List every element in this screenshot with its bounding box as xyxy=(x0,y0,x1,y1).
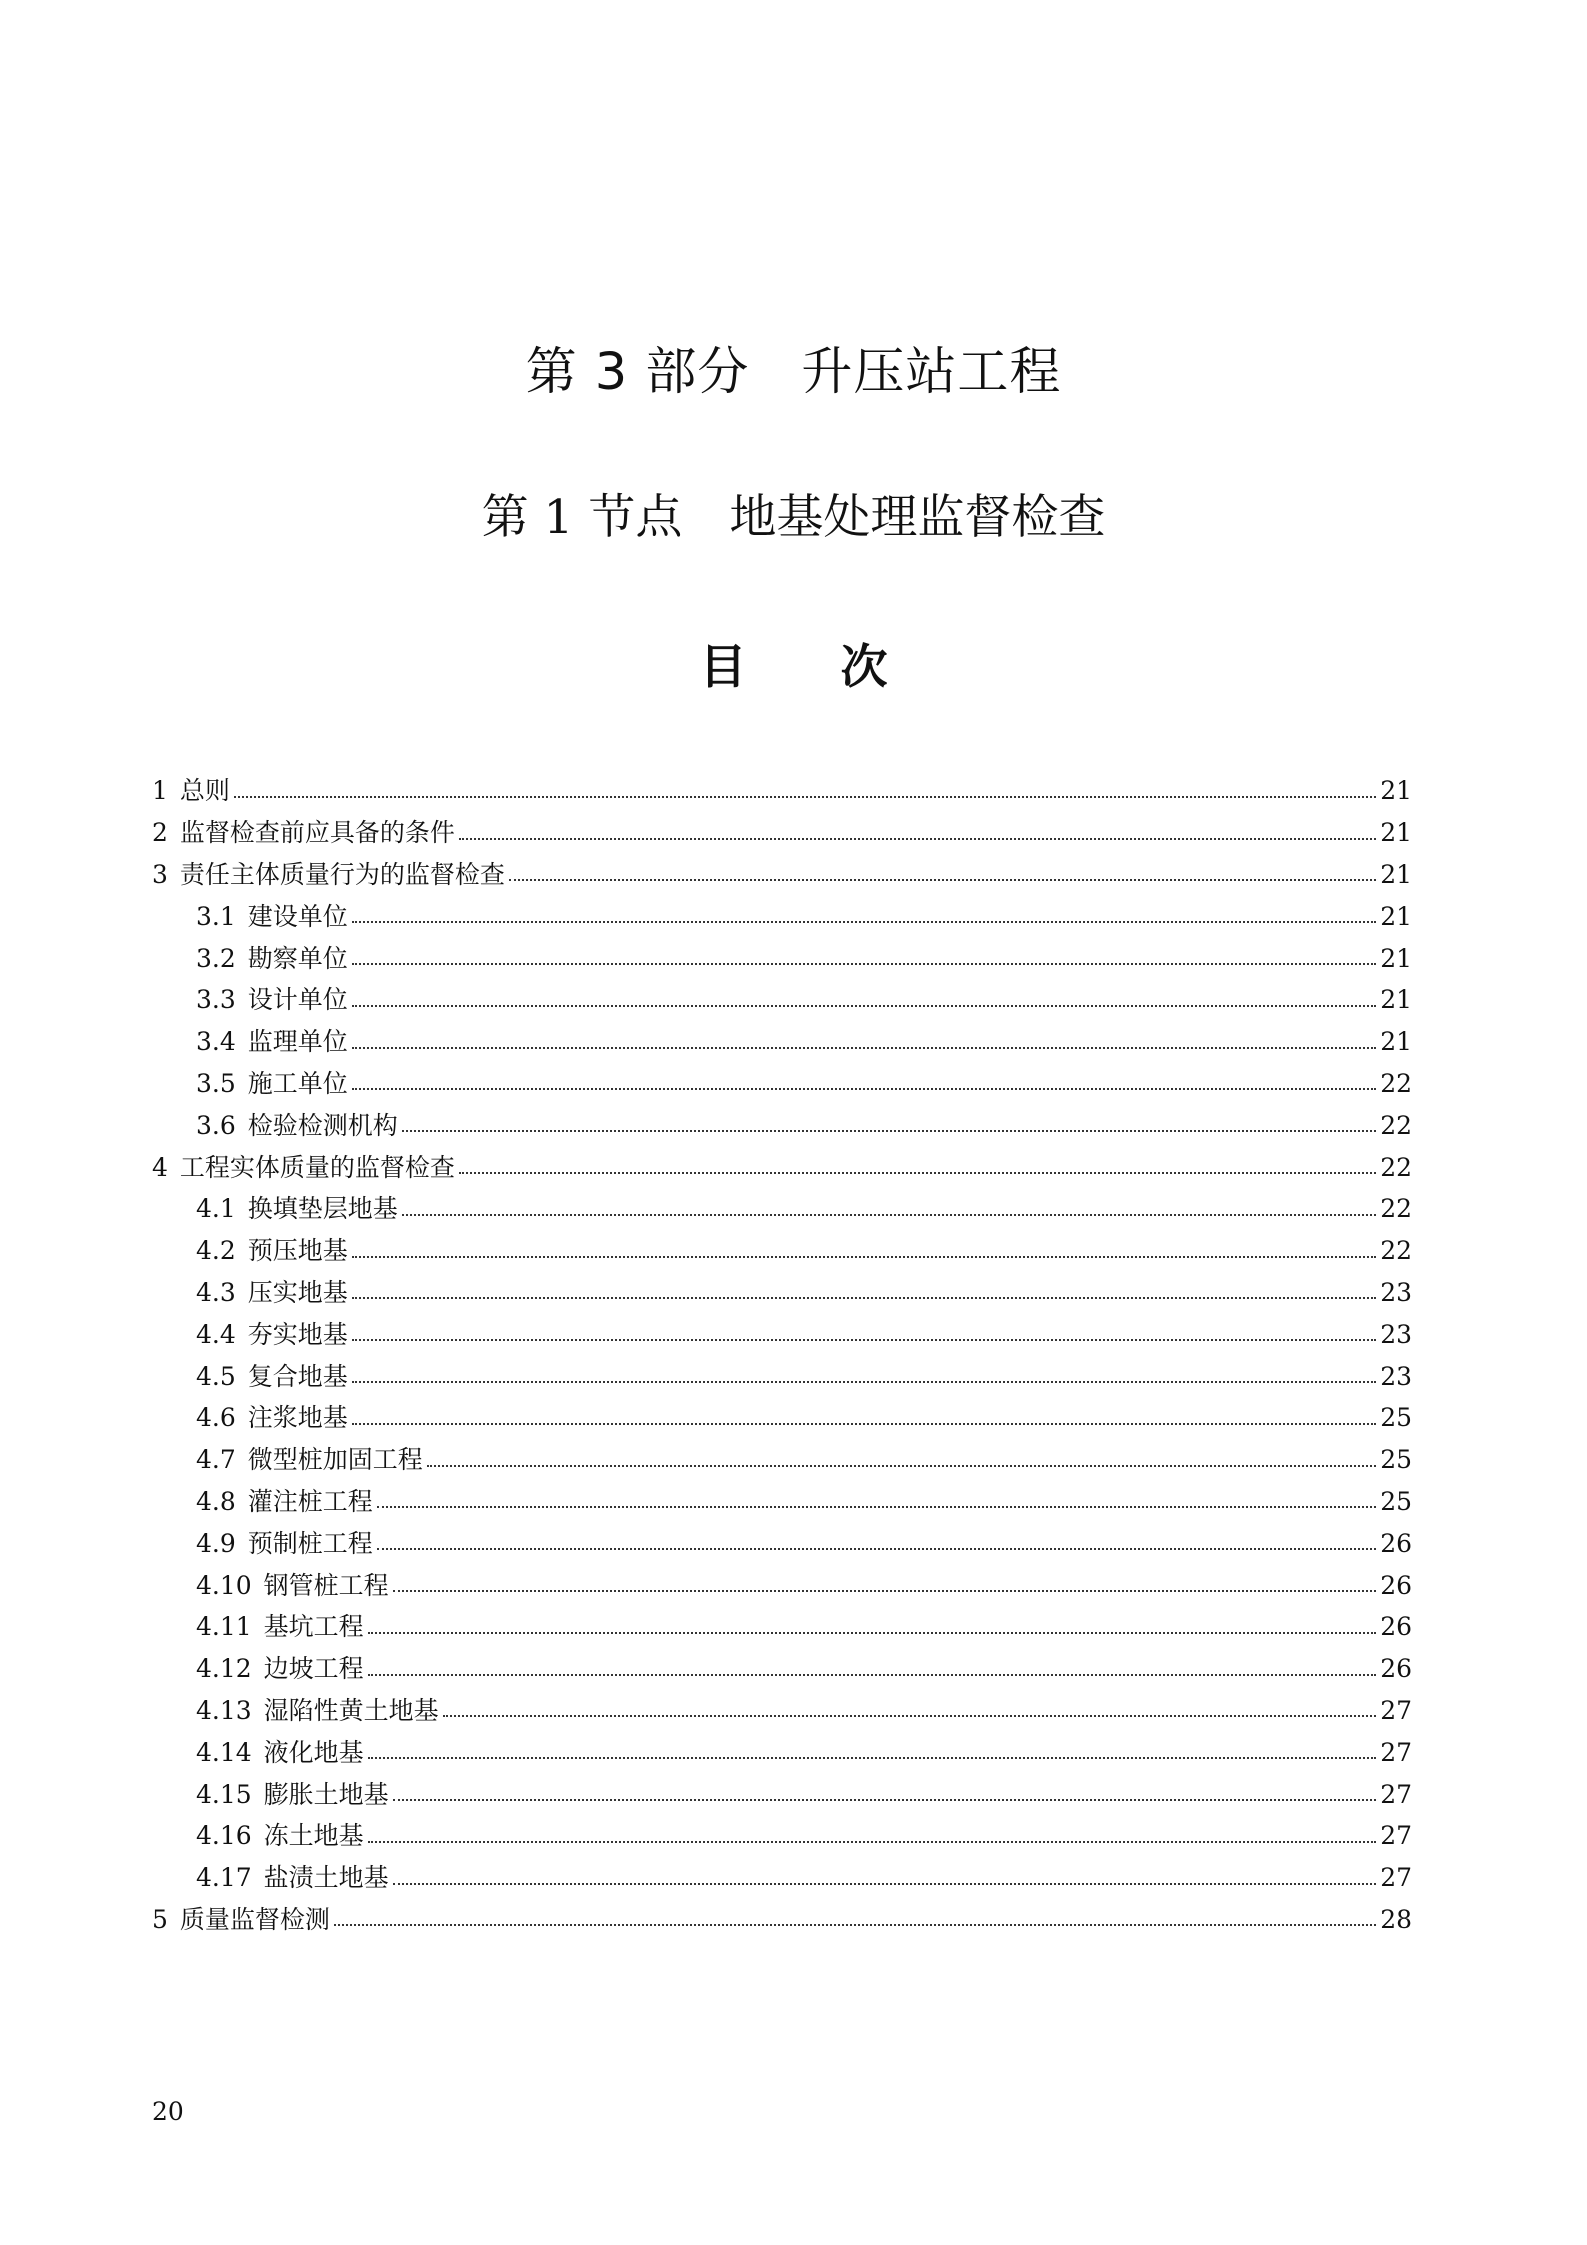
toc-entry[interactable] xyxy=(152,1188,1412,1230)
toc-entry-number: 4.12 xyxy=(196,1654,252,1684)
toc-entry-label xyxy=(196,1654,364,1684)
toc-entry-number: 3.1 xyxy=(196,901,236,931)
toc-entry-number: 1 xyxy=(152,776,168,806)
toc-entry-page: 27 xyxy=(1380,1737,1412,1767)
toc-entry-title: 钢管桩工程 xyxy=(263,1570,389,1600)
toc-entry[interactable] xyxy=(152,1397,1412,1439)
toc-entry-title: 复合地基 xyxy=(247,1361,348,1391)
toc-entry[interactable] xyxy=(152,1564,1412,1606)
toc-entry-number: 4.3 xyxy=(196,1277,236,1307)
table-of-contents xyxy=(152,770,1412,1940)
toc-dot-leader xyxy=(393,1590,1377,1592)
toc-entry[interactable] xyxy=(152,979,1412,1021)
toc-entry-title: 建设单位 xyxy=(247,901,348,931)
toc-entry-page: 21 xyxy=(1380,859,1412,889)
toc-entry-page: 22 xyxy=(1380,1110,1412,1140)
toc-entry-page: 21 xyxy=(1380,776,1412,806)
toc-entry[interactable] xyxy=(152,1313,1412,1355)
toc-entry-page: 27 xyxy=(1380,1779,1412,1809)
toc-entry[interactable] xyxy=(152,1104,1412,1146)
toc-entry-page: 27 xyxy=(1380,1695,1412,1725)
toc-entry-label xyxy=(196,901,348,931)
toc-entry-number: 4.8 xyxy=(196,1486,236,1516)
toc-entry-page: 25 xyxy=(1380,1445,1412,1475)
toc-entry-page: 23 xyxy=(1380,1277,1412,1307)
toc-dot-leader xyxy=(368,1757,1377,1759)
toc-entry-number: 4.9 xyxy=(196,1528,236,1558)
toc-entry[interactable] xyxy=(152,1815,1412,1857)
toc-entry-number: 4.2 xyxy=(196,1236,236,1266)
toc-entry-title: 湿陷性黄土地基 xyxy=(263,1695,439,1725)
toc-dot-leader xyxy=(352,1256,1376,1258)
toc-entry-title: 预制桩工程 xyxy=(247,1528,373,1558)
toc-entry-page: 21 xyxy=(1380,943,1412,973)
toc-entry[interactable] xyxy=(152,770,1412,812)
toc-entry-label xyxy=(196,1737,364,1767)
toc-entry-page: 21 xyxy=(1380,901,1412,931)
toc-entry-page: 28 xyxy=(1380,1904,1412,1934)
toc-entry-page: 26 xyxy=(1380,1612,1412,1642)
toc-entry-label xyxy=(196,1068,348,1098)
toc-entry-label xyxy=(196,1319,348,1349)
toc-dot-leader xyxy=(352,1339,1376,1341)
toc-dot-leader xyxy=(377,1548,1376,1550)
toc-entry-number: 3.2 xyxy=(196,943,236,973)
toc-entry-title: 盐渍土地基 xyxy=(263,1863,389,1893)
toc-dot-leader xyxy=(352,1423,1376,1425)
toc-entry-label xyxy=(196,1445,423,1475)
toc-dot-leader xyxy=(402,1214,1376,1216)
toc-dot-leader xyxy=(352,1297,1376,1299)
toc-dot-leader xyxy=(402,1130,1376,1132)
toc-dot-leader xyxy=(352,1047,1376,1049)
toc-entry[interactable] xyxy=(152,854,1412,896)
toc-entry-label xyxy=(196,1236,348,1266)
toc-entry-number: 5 xyxy=(152,1904,168,1934)
toc-entry-title: 总则 xyxy=(179,776,230,806)
section-title: 第 1 节点 地基处理监督检查 xyxy=(481,490,1106,545)
toc-entry-number: 4.5 xyxy=(196,1361,236,1391)
toc-entry[interactable] xyxy=(152,937,1412,979)
toc-entry[interactable] xyxy=(152,1355,1412,1397)
toc-entry[interactable] xyxy=(152,1606,1412,1648)
toc-entry[interactable] xyxy=(152,1146,1412,1188)
toc-dot-leader xyxy=(459,1172,1376,1174)
toc-heading: 目 次 xyxy=(699,640,888,695)
toc-dot-leader xyxy=(427,1465,1376,1467)
toc-entry[interactable] xyxy=(152,1063,1412,1105)
toc-entry-number: 4.1 xyxy=(196,1194,236,1224)
toc-entry-label xyxy=(196,1570,389,1600)
toc-entry-title: 膨胀土地基 xyxy=(263,1779,389,1809)
toc-entry-label xyxy=(152,776,230,806)
toc-entry-title: 换填垫层地基 xyxy=(247,1194,398,1224)
toc-entry-title: 施工单位 xyxy=(247,1068,348,1098)
toc-entry-number: 4.11 xyxy=(196,1612,252,1642)
toc-entry-label xyxy=(152,1904,330,1934)
toc-entry-title: 基坑工程 xyxy=(263,1612,364,1642)
toc-entry-label xyxy=(152,818,455,848)
toc-entry[interactable] xyxy=(152,1481,1412,1523)
toc-entry-number: 4.14 xyxy=(196,1737,252,1767)
toc-entry-number: 4.15 xyxy=(196,1779,252,1809)
toc-entry-label xyxy=(196,1194,398,1224)
toc-dot-leader xyxy=(377,1506,1376,1508)
toc-entry-page: 23 xyxy=(1380,1361,1412,1391)
toc-entry-label xyxy=(196,1361,348,1391)
page-number: 20 xyxy=(152,2097,184,2126)
toc-entry-page: 27 xyxy=(1380,1863,1412,1893)
toc-entry-title: 责任主体质量行为的监督检查 xyxy=(179,859,505,889)
toc-entry-page: 25 xyxy=(1380,1403,1412,1433)
toc-dot-leader xyxy=(368,1674,1377,1676)
toc-dot-leader xyxy=(352,1088,1376,1090)
toc-entry-page: 26 xyxy=(1380,1654,1412,1684)
toc-entry-label xyxy=(196,943,348,973)
toc-entry-number: 4.6 xyxy=(196,1403,236,1433)
toc-entry-label xyxy=(196,1779,389,1809)
toc-entry-page: 21 xyxy=(1380,985,1412,1015)
toc-dot-leader xyxy=(443,1715,1377,1717)
toc-entry-label xyxy=(196,1486,373,1516)
toc-entry-title: 液化地基 xyxy=(263,1737,364,1767)
toc-entry-label xyxy=(196,1528,373,1558)
toc-entry-label xyxy=(196,1403,348,1433)
toc-entry-page: 22 xyxy=(1380,1068,1412,1098)
toc-entry[interactable] xyxy=(152,1773,1412,1815)
toc-entry-label xyxy=(196,1863,389,1893)
toc-entry[interactable] xyxy=(152,1857,1412,1899)
toc-entry[interactable] xyxy=(152,1731,1412,1773)
toc-entry-title: 监理单位 xyxy=(247,1027,348,1057)
toc-dot-leader xyxy=(459,838,1376,840)
toc-entry[interactable] xyxy=(152,1690,1412,1732)
toc-entry-page: 25 xyxy=(1380,1486,1412,1516)
toc-entry-number: 3.4 xyxy=(196,1027,236,1057)
toc-entry-title: 边坡工程 xyxy=(263,1654,364,1684)
toc-entry-label xyxy=(196,1821,364,1851)
toc-entry-label xyxy=(196,1027,348,1057)
toc-entry[interactable] xyxy=(152,1021,1412,1063)
toc-dot-leader xyxy=(393,1883,1377,1885)
toc-entry-number: 4.10 xyxy=(196,1570,252,1600)
toc-entry-title: 设计单位 xyxy=(247,985,348,1015)
toc-entry[interactable] xyxy=(152,1899,1412,1941)
toc-dot-leader xyxy=(393,1799,1377,1801)
toc-dot-leader xyxy=(234,796,1376,798)
toc-entry-page: 27 xyxy=(1380,1821,1412,1851)
toc-entry-label xyxy=(152,859,505,889)
toc-entry-number: 3.6 xyxy=(196,1110,236,1140)
toc-entry-number: 4 xyxy=(152,1152,168,1182)
toc-entry-number: 3.3 xyxy=(196,985,236,1015)
toc-entry-page: 26 xyxy=(1380,1570,1412,1600)
toc-entry-page: 22 xyxy=(1380,1236,1412,1266)
toc-entry-title: 预压地基 xyxy=(247,1236,348,1266)
toc-entry-title: 工程实体质量的监督检查 xyxy=(179,1152,455,1182)
toc-entry-label xyxy=(196,985,348,1015)
toc-entry-label xyxy=(196,1612,364,1642)
toc-entry-page: 23 xyxy=(1380,1319,1412,1349)
toc-entry-page: 22 xyxy=(1380,1194,1412,1224)
toc-entry-page: 21 xyxy=(1380,818,1412,848)
toc-dot-leader xyxy=(352,1381,1376,1383)
toc-entry[interactable] xyxy=(152,812,1412,854)
toc-entry-number: 4.4 xyxy=(196,1319,236,1349)
toc-dot-leader xyxy=(352,963,1376,965)
toc-entry[interactable] xyxy=(152,1272,1412,1314)
toc-entry-title: 质量监督检测 xyxy=(179,1904,330,1934)
toc-entry-title: 微型桩加固工程 xyxy=(247,1445,423,1475)
toc-entry-title: 冻土地基 xyxy=(263,1821,364,1851)
toc-entry-number: 3 xyxy=(152,859,168,889)
toc-dot-leader xyxy=(352,1005,1376,1007)
toc-entry-title: 注浆地基 xyxy=(247,1403,348,1433)
toc-entry-label xyxy=(196,1110,398,1140)
toc-dot-leader xyxy=(352,921,1376,923)
toc-entry[interactable] xyxy=(152,1648,1412,1690)
part-title: 第 3 部分 升压站工程 xyxy=(525,343,1062,402)
toc-dot-leader xyxy=(334,1924,1376,1926)
toc-entry[interactable] xyxy=(152,1522,1412,1564)
toc-entry-number: 4.13 xyxy=(196,1695,252,1725)
toc-entry-title: 监督检查前应具备的条件 xyxy=(179,818,455,848)
toc-entry-page: 26 xyxy=(1380,1528,1412,1558)
toc-entry-title: 夯实地基 xyxy=(247,1319,348,1349)
toc-entry-title: 检验检测机构 xyxy=(247,1110,398,1140)
toc-entry-page: 22 xyxy=(1380,1152,1412,1182)
toc-entry-number: 4.7 xyxy=(196,1445,236,1475)
toc-dot-leader xyxy=(368,1632,1377,1634)
toc-entry[interactable] xyxy=(152,1439,1412,1481)
toc-entry-number: 3.5 xyxy=(196,1068,236,1098)
toc-entry-number: 2 xyxy=(152,818,168,848)
toc-entry[interactable] xyxy=(152,1230,1412,1272)
toc-entry-label xyxy=(196,1277,348,1307)
toc-entry-number: 4.17 xyxy=(196,1863,252,1893)
toc-entry-title: 压实地基 xyxy=(247,1277,348,1307)
toc-dot-leader xyxy=(509,879,1376,881)
toc-entry-page: 21 xyxy=(1380,1027,1412,1057)
toc-dot-leader xyxy=(368,1841,1377,1843)
toc-entry-number: 4.16 xyxy=(196,1821,252,1851)
toc-entry-title: 灌注桩工程 xyxy=(247,1486,373,1516)
toc-entry-label xyxy=(152,1152,455,1182)
toc-entry-title: 勘察单位 xyxy=(247,943,348,973)
toc-entry[interactable] xyxy=(152,895,1412,937)
toc-entry-label xyxy=(196,1695,439,1725)
